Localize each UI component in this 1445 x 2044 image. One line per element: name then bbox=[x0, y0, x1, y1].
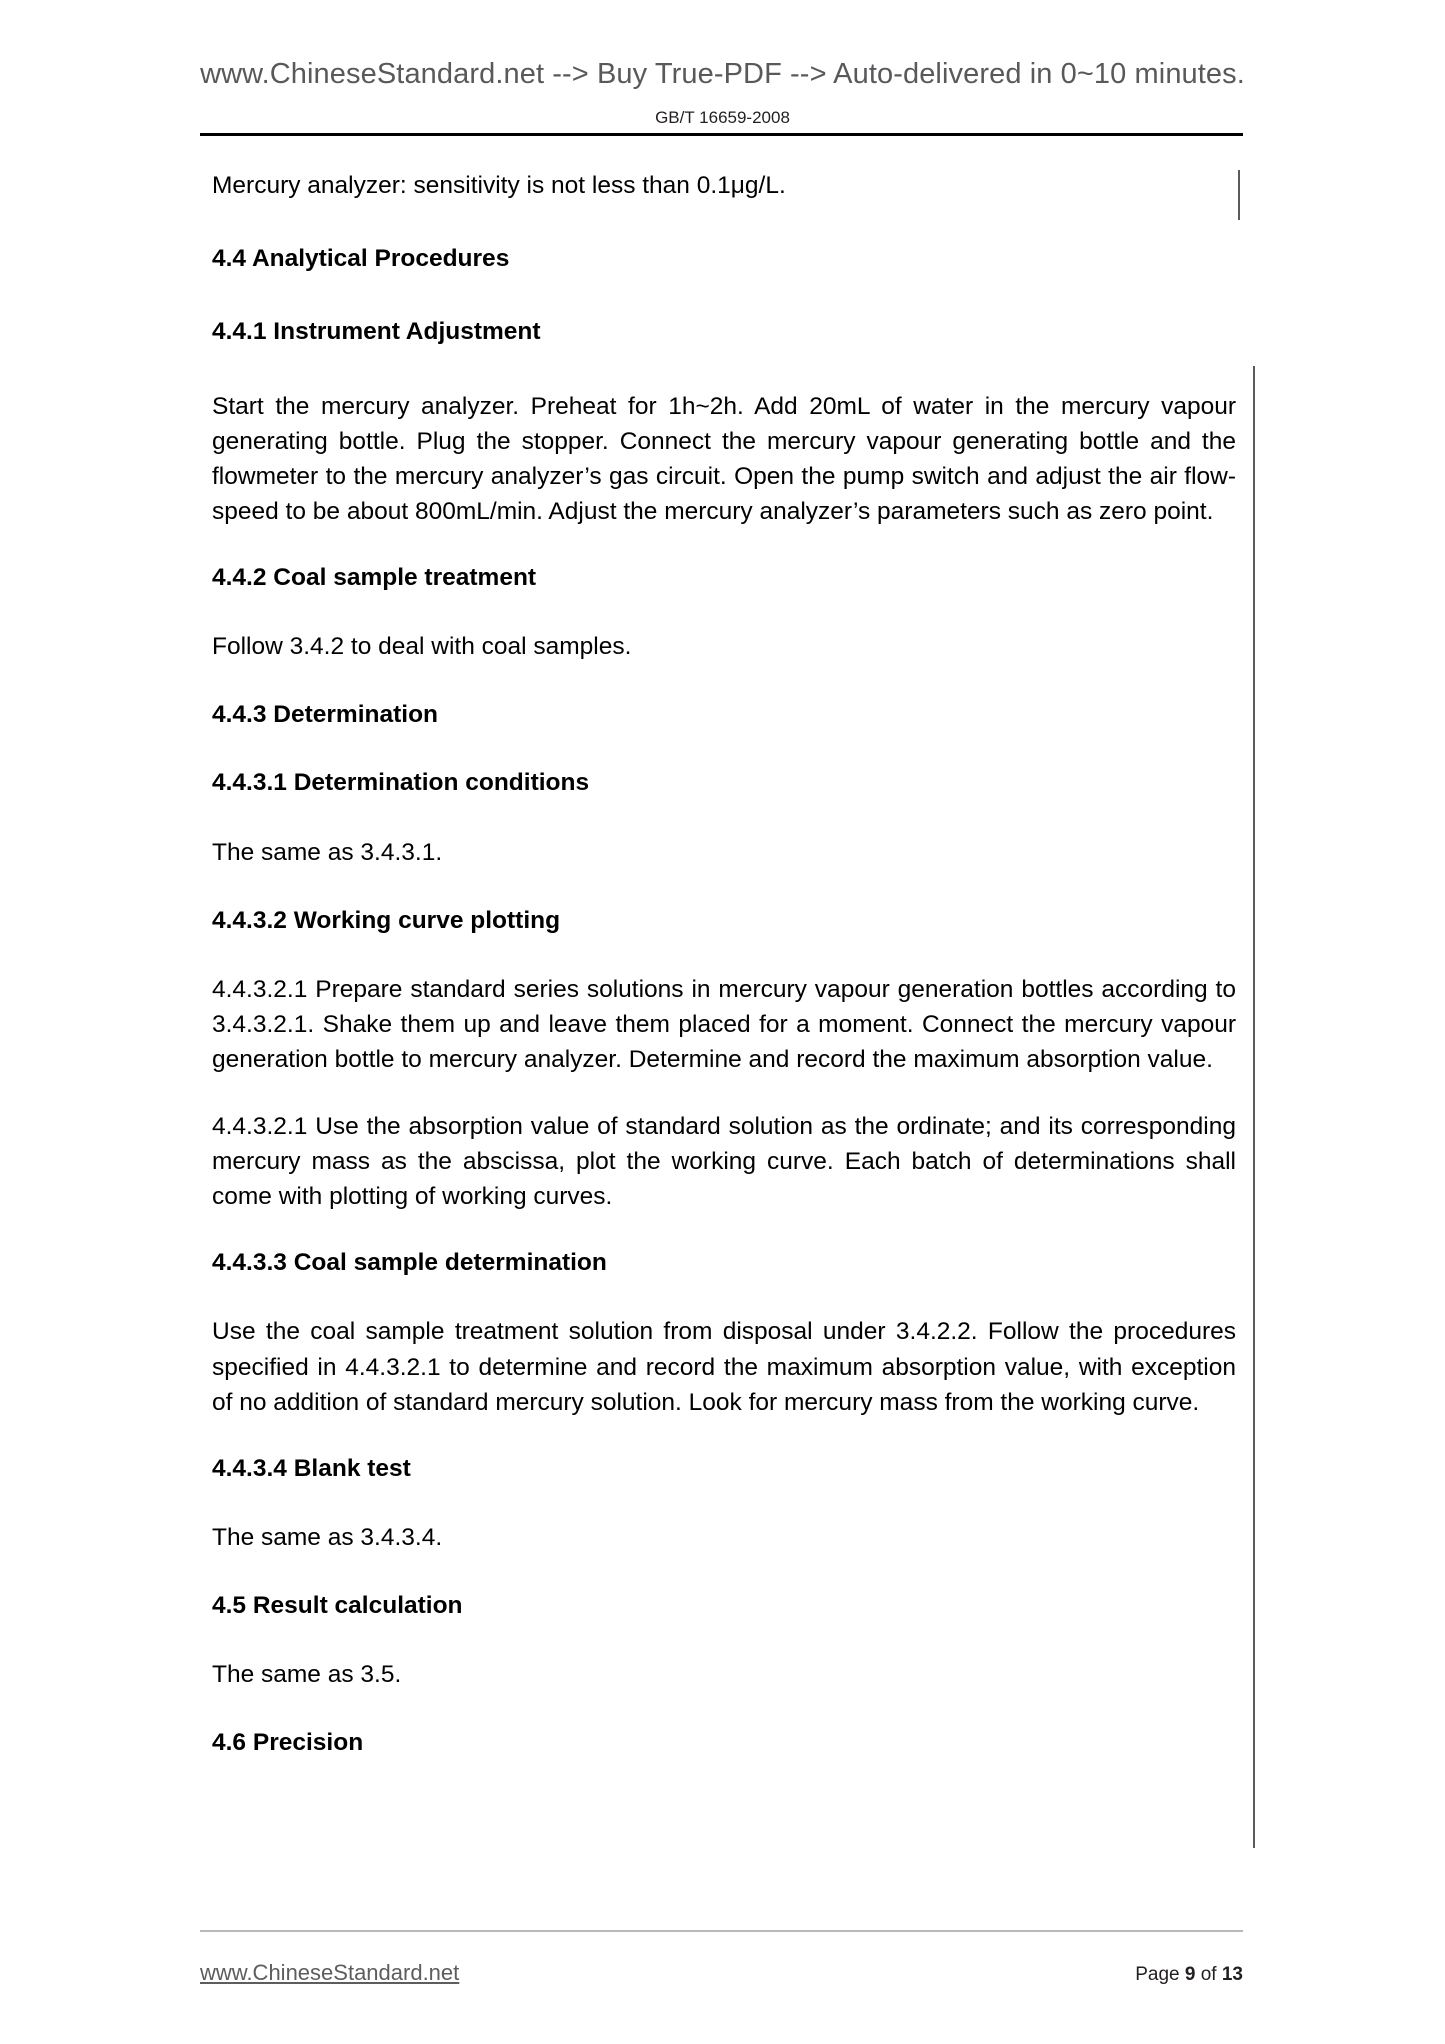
page-footer bbox=[200, 1960, 1243, 1986]
heading-4-4-3-4-blank-test: 4.4.3.4 Blank test bbox=[212, 1454, 411, 1482]
heading-4-4-3-3-coal-sample-determination: 4.4.3.3 Coal sample determination bbox=[212, 1249, 607, 1277]
footer-page-total: 13 bbox=[1221, 1964, 1243, 1985]
paragraph-result-calculation: The same as 3.5. bbox=[212, 1661, 402, 1689]
paragraph-instrument-adjustment: Start the mercury analyzer. Preheat for 1h~2h. Add 20mL of water in the mercury vapour generating bottle. Plug the stopper. Connect the mercury vapour generating bottle and the flowmeter to the mercury analyzer’s gas circuit. Open the pump switch and adjust the air flow-speed to be about 800mL/min. Adjust the mercury analyzer’s parameters such as zero point. bbox=[212, 392, 1236, 525]
paragraph-coal-sample-treatment: Follow 3.4.2 to deal with coal samples. bbox=[212, 633, 632, 661]
footer-page-prefix: Page bbox=[1135, 1964, 1185, 1985]
change-bar-lower bbox=[1253, 366, 1255, 1848]
paragraph-4-4-3-2-1-prepare-standard-series: 4.4.3.2.1 Prepare standard series solutions in mercury vapour generation bottles according to 3.4.3.2.1. Shake them up and leave them placed for a moment. Connect the mercury vapour generation bottle to mercury analyzer. Determine and record the maximum absorption value. bbox=[212, 976, 1236, 1074]
heading-4-5-result-calculation: 4.5 Result calculation bbox=[212, 1591, 463, 1619]
paragraph-mercury-analyzer-sensitivity: Mercury analyzer: sensitivity is not less than 0.1μg/L. bbox=[212, 172, 786, 199]
footer-website-link[interactable]: www.ChineseStandard.net bbox=[200, 1960, 460, 1985]
footer-page-current: 9 bbox=[1184, 1964, 1196, 1985]
paragraph-coal-sample-determination: Use the coal sample treatment solution from disposal under 3.4.2.2. Follow the procedures specified in 4.4.3.2.1 to determine and record the maximum absorption value, with exception of no addition of standard mercury solution. Look for mercury mass from the working curve. bbox=[212, 1318, 1236, 1416]
heading-4-4-3-2-working-curve-plotting: 4.4.3.2 Working curve plotting bbox=[212, 906, 561, 934]
document-content bbox=[212, 168, 1236, 1791]
footer-divider-rule bbox=[200, 1930, 1243, 1932]
promotional-banner: www.ChineseStandard.net --> Buy True-PDF --> Auto-delivered in 0~10 minutes. bbox=[200, 58, 1245, 90]
document-standard-code: GB/T 16659-2008 bbox=[655, 108, 790, 127]
heading-4-4-3-1-determination-conditions: 4.4.3.1 Determination conditions bbox=[212, 769, 590, 797]
heading-4-6-precision: 4.6 Precision bbox=[212, 1729, 364, 1757]
heading-4-4-2-coal-sample-treatment: 4.4.2 Coal sample treatment bbox=[212, 563, 537, 591]
header-divider-rule bbox=[200, 133, 1243, 136]
heading-4-4-3-determination: 4.4.3 Determination bbox=[212, 701, 439, 729]
change-bar-upper bbox=[1238, 170, 1240, 220]
paragraph-4-4-3-2-1-absorption-value-ordinate: 4.4.3.2.1 Use the absorption value of standard solution as the ordinate; and its corresponding mercury mass as the abscissa, plot the working curve. Each batch of determinations shall come with plotting of working curves. bbox=[212, 1113, 1236, 1211]
paragraph-determination-conditions: The same as 3.4.3.1. bbox=[212, 838, 443, 866]
paragraph-blank-test: The same as 3.4.3.4. bbox=[212, 1523, 443, 1551]
footer-page-middle: of bbox=[1195, 1964, 1222, 1985]
heading-4-4-1-instrument-adjustment: 4.4.1 Instrument Adjustment bbox=[212, 318, 541, 346]
footer-page-number bbox=[1135, 1964, 1243, 1986]
heading-4-4-analytical-procedures: 4.4 Analytical Procedures bbox=[212, 245, 510, 273]
